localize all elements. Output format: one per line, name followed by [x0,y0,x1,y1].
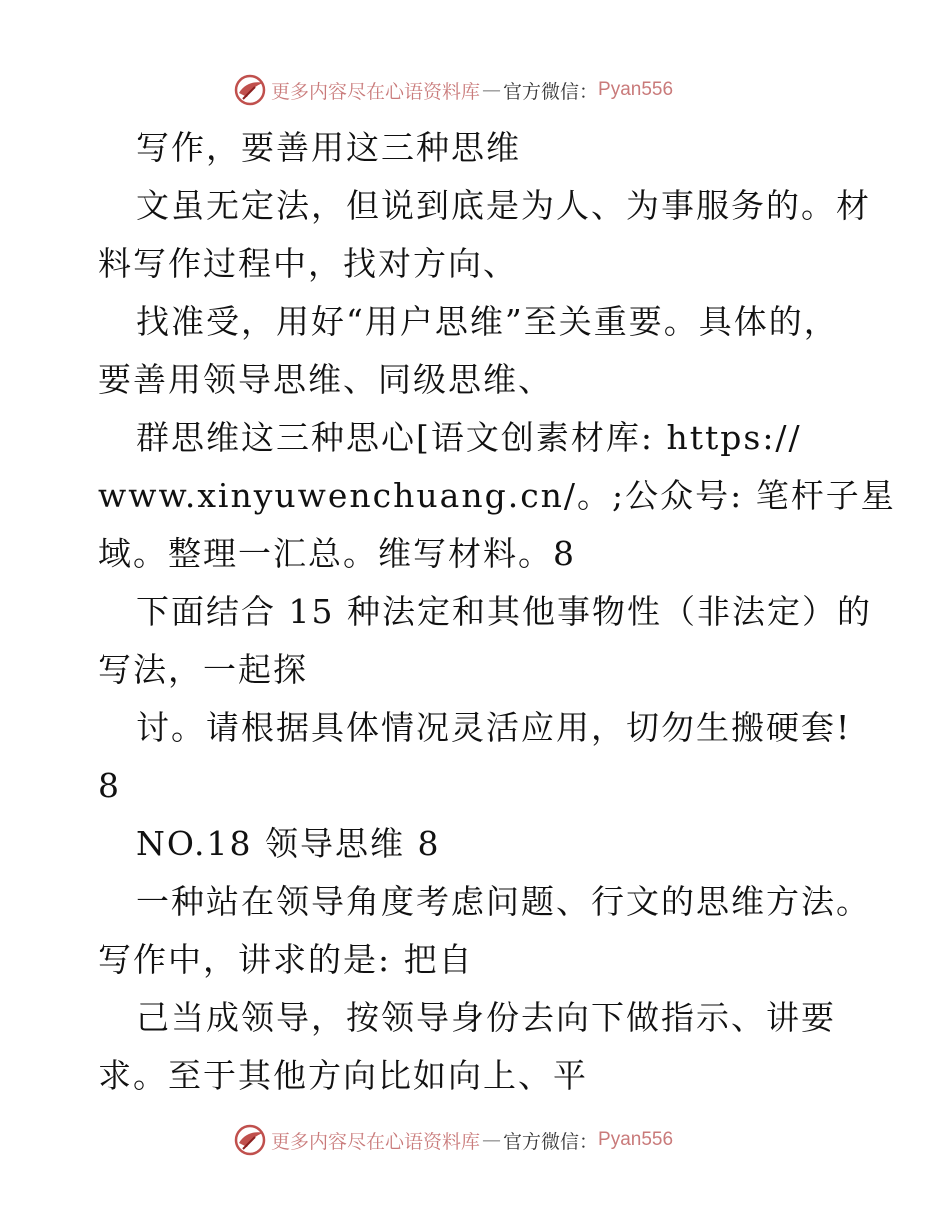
text-line: 讨。请根据具体情况灵活应用，切勿生搬硬套! [136,708,852,747]
promo-text: 更多内容尽在心语资料库 [271,1130,481,1153]
text-line: 己当成领导，按领导身份去向下做指示、讲要 [136,998,836,1037]
separator: — [482,1129,502,1151]
text-line: 文虽无定法，但说到底是为人、为事服务的。材 [136,186,871,225]
wing-logo-icon [233,1123,267,1157]
text-line: 下面结合 15 种法定和其他事物性（非法定）的 [136,592,872,631]
text-line: 写作中，讲求的是: 把自 [98,940,474,979]
text-line: 群思维这三种思心[语文创素材库: https:// [136,418,802,457]
document-title: 写作，要善用这三种思维 [136,128,521,167]
footer-banner [0,1120,950,1160]
wechat-label: 官方微信： [503,80,599,103]
text-line: 料写作过程中，找对方向、 [98,244,518,283]
header-banner [0,70,950,110]
text-line: www.xinyuwenchuang.cn/。;公众号: 笔杆子星 [98,476,896,515]
banner-content [233,72,673,108]
banner-content [233,1122,673,1158]
text-line: 8 [98,766,121,805]
wechat-id: Pyan556 [598,1129,674,1150]
text-line: 找准受，用好“用户思维”至关重要。具体的， [136,302,839,341]
text-line: 写法，一起探 [98,650,308,689]
wechat-id: Pyan556 [598,79,674,100]
text-line: 求。至于其他方向比如向上、平 [98,1056,588,1095]
wing-logo-icon [233,73,267,107]
promo-text: 更多内容尽在心语资料库 [271,80,481,103]
text-line: 域。整理一汇总。维写材料。8 [98,534,576,573]
text-line: 要善用领导思维、同级思维、 [98,360,553,399]
wechat-label: 官方微信： [503,1130,599,1153]
section-heading: NO.18 领导思维 8 [136,824,441,863]
text-line: 一种站在领导角度考虑问题、行文的思维方法。 [136,882,871,921]
separator: — [482,79,502,101]
